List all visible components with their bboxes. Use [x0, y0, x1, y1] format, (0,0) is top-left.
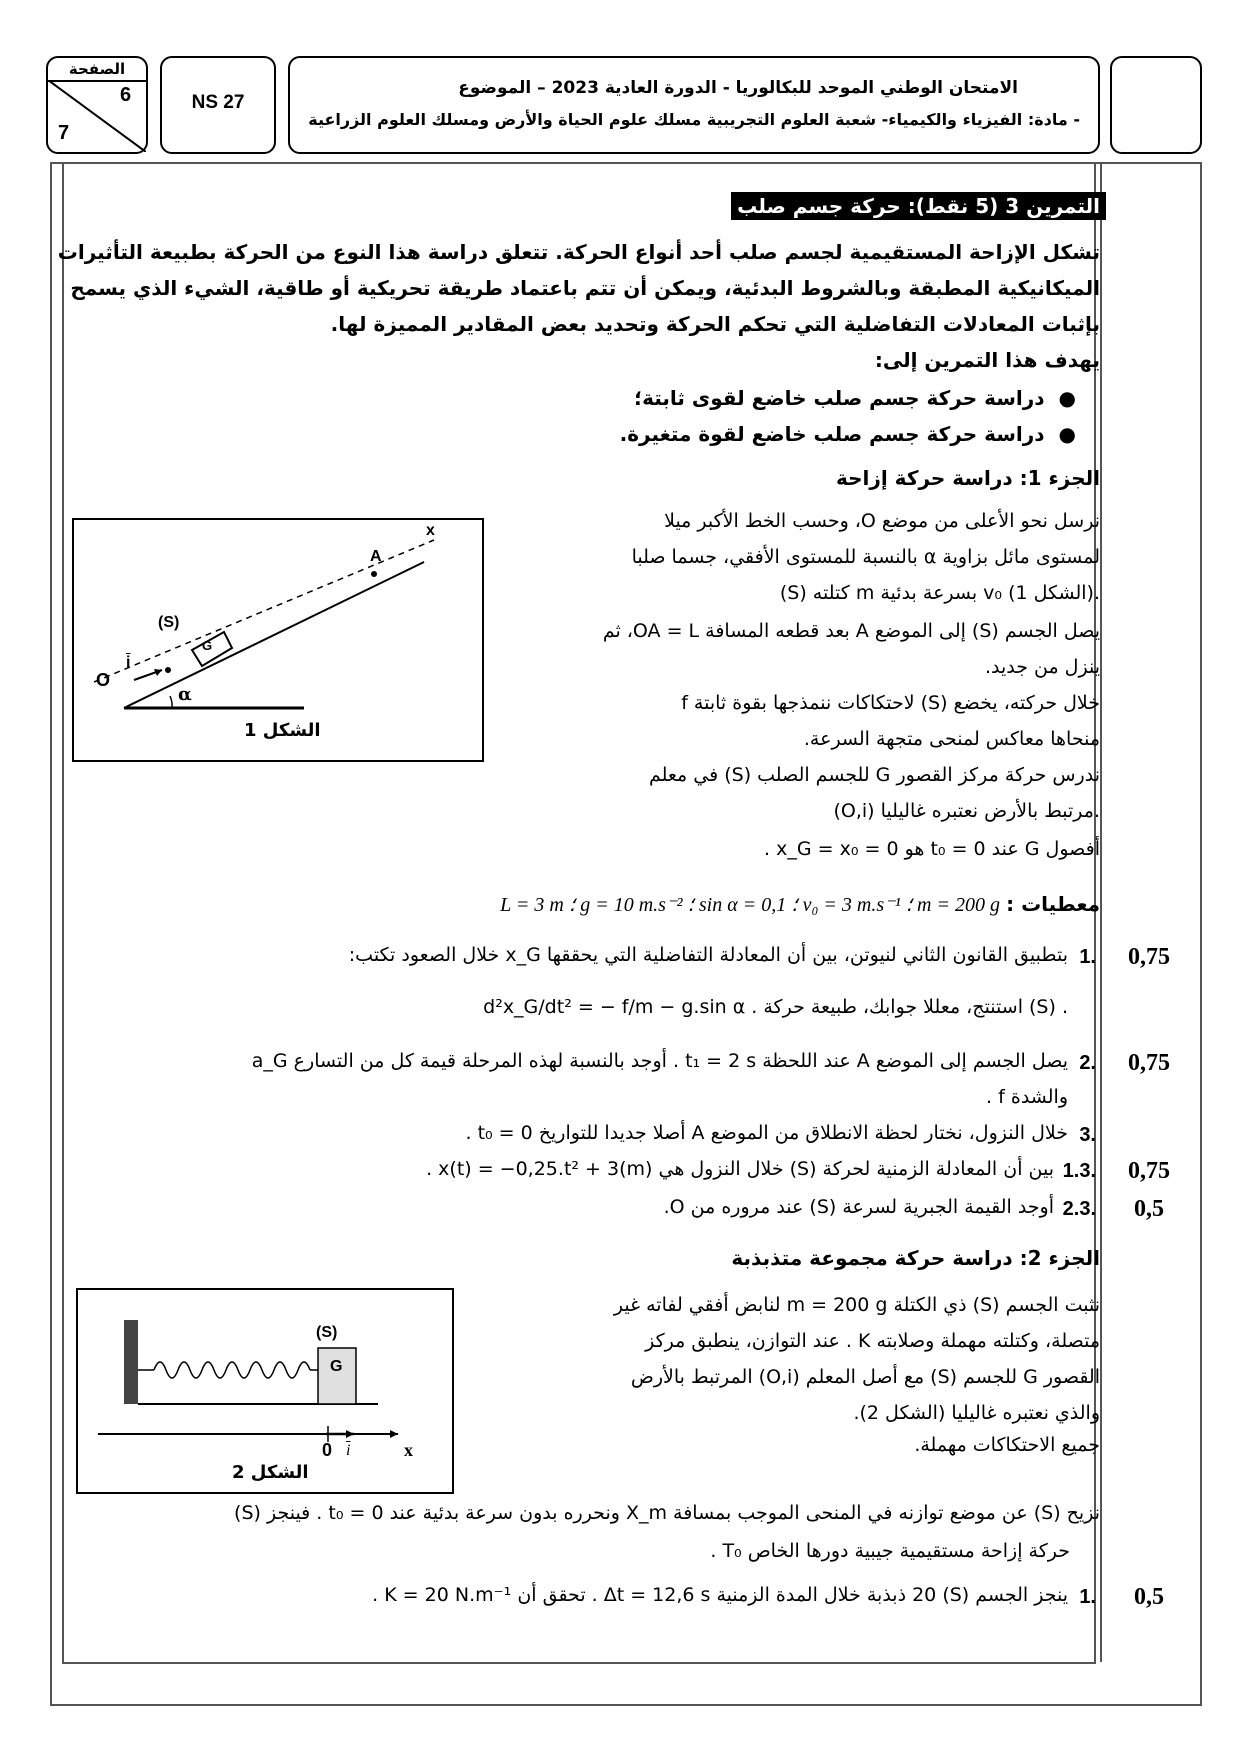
q2-line1: يصل الجسم إلى الموضع A عند اللحظة t₁ = 2 s . أوجد بالنسبة لهذه المرحلة قيمة كل من التسارع a_G	[251, 1050, 1068, 1072]
part2-text2-2: حركة إزاحة مستقيمية جيبية دورها الخاص T₀ .	[710, 1540, 1070, 1562]
part2-text-3: القصور G للجسم (S) مع أصل المعلم (O,i) المرتبط بالأرض	[630, 1366, 1100, 1388]
bullet-dot-2: ●	[1058, 422, 1076, 446]
fig2-label-O: 0	[322, 1440, 333, 1460]
exam-code-box	[160, 56, 276, 154]
part1-text-10: أفصول G عند t₀ = 0 هو x_G = x₀ = 0 .	[764, 838, 1100, 860]
q32-num: 2.3.	[1062, 1198, 1096, 1220]
exercise-title: التمرين 3 (5 نقط): حركة جسم صلب	[731, 192, 1106, 220]
part1-text-5: ينزل من جديد.	[984, 656, 1100, 678]
figure-2	[76, 1288, 454, 1494]
fig1-caption: الشكل 1	[244, 720, 321, 741]
fig1-label-O: O	[96, 670, 111, 690]
fig2-label-G: G	[330, 1358, 343, 1375]
part1-text-8: ندرس حركة مركز القصور G للجسم الصلب (S) في معلم	[648, 764, 1100, 786]
part1-text-2: لمستوى مائل بزاوية α بالنسبة للمستوى الأفقي، جسما صلبا	[631, 546, 1100, 568]
part1-text-3: (S) كتلته m بسرعة بدئية v₀ (الشكل 1).	[779, 582, 1100, 604]
page-total: 7	[58, 122, 70, 144]
bullet-2	[620, 422, 1076, 446]
empty-corner-box	[1110, 56, 1202, 154]
data-label: معطيات :	[1006, 892, 1100, 916]
part1-title: الجزء 1: دراسة حركة إزاحة	[835, 466, 1100, 490]
fig1-label-G: G	[202, 638, 213, 653]
q3-num: 3.	[1079, 1124, 1096, 1146]
data-values: L = 3 m ؛ g = 10 m.s⁻² ؛ sin α = 0,1 ؛ v₀ = 3 m.s⁻¹ ؛ m = 200 g	[500, 894, 1000, 916]
exam-title-line2: - مادة: الفيزياء والكيمياء- شعبة العلوم التجريبية مسلك علوم الحياة والأرض ومسلك العلوم الزراعية	[308, 110, 1080, 129]
q32-score: 0,5	[1134, 1196, 1164, 1222]
part1-text-4: يصل الجسم (S) إلى الموضع A بعد قطعه المسافة OA = L، ثم	[602, 620, 1100, 642]
bullet-text-2: دراسة حركة جسم صلب خاضع لقوة متغيرة.	[619, 422, 1045, 446]
q3-line1: خلال النزول، نختار لحظة الانطلاق من الموضع A أصلا جديدا للتواريخ t₀ = 0 .	[465, 1122, 1068, 1144]
fig2-label-x: x	[404, 1440, 413, 1460]
q31-line1: بين أن المعادلة الزمنية لحركة (S) خلال النزول هي x(t) = −0,25.t² + 3(m) .	[426, 1158, 1054, 1180]
q32-line1: أوجد القيمة الجبرية لسرعة (S) عند مروره من O.	[663, 1196, 1054, 1218]
fig1-label-alpha: α	[178, 684, 192, 705]
intro-line-3: بإثبات المعادلات التفاضلية التي تحكم الحركة وتحديد بعض المقادير المميزة لها.	[330, 312, 1100, 336]
fig2-label-S: (S)	[316, 1324, 338, 1341]
p2q1-score: 0,5	[1134, 1584, 1164, 1610]
bullet-dot-1: ●	[1058, 386, 1076, 410]
figure-1	[72, 518, 484, 762]
exam-code: NS 27	[191, 92, 245, 113]
bullet-1	[634, 386, 1076, 410]
q1-line1: بتطبيق القانون الثاني لنيوتن، بين أن المعادلة التفاضلية التي يحققها x_G خلال الصعود تكتب:	[348, 944, 1068, 966]
page-number-box	[46, 56, 148, 154]
exam-title-line1: الامتحان الوطني الموحد للبكالوريا - الدورة العادية 2023 – الموضوع	[458, 78, 1018, 98]
part2-title: الجزء 2: دراسة حركة مجموعة متذبذبة	[731, 1246, 1100, 1270]
page-label: الصفحة	[68, 60, 126, 78]
part2-text-4: والذي نعتبره غاليليا (الشكل 2).	[853, 1402, 1100, 1424]
q2-score: 0,75	[1128, 1050, 1170, 1076]
q1-line2: d²x_G/dt² = − f/m − g.sin α . استنتج، معللا جوابك، طبيعة حركة (S) .	[483, 996, 1068, 1018]
fig2-label-i: $\overline{i}$	[346, 1442, 351, 1459]
q2-line2: والشدة f .	[986, 1086, 1068, 1108]
part1-text-7: منحاها معاكس لمنحى متجهة السرعة.	[803, 728, 1100, 750]
q2-num: 2.	[1079, 1052, 1096, 1074]
part1-text-1: نرسل نحو الأعلى من موضع O، وحسب الخط الأكبر ميلا	[664, 510, 1100, 532]
fig2-caption: الشكل 2	[232, 1462, 309, 1483]
q31-num: 1.3.	[1062, 1160, 1096, 1182]
intro-line-4: يهدف هذا التمرين إلى:	[874, 348, 1100, 372]
page-number: 6	[120, 84, 132, 106]
part1-text-6: خلال حركته، يخضع (S) لاحتكاكات ننمذجها بقوة ثابتة f	[681, 692, 1100, 714]
fig1-label-S: (S)	[158, 614, 180, 631]
fig1-label-x: x	[426, 522, 435, 539]
exam-title-box	[288, 56, 1100, 154]
part1-text-9: (O,i) مرتبط بالأرض نعتبره غاليليا.	[833, 800, 1100, 822]
bullet-text-1: دراسة حركة جسم صلب خاضع لقوى ثابتة؛	[634, 386, 1045, 410]
score-column-divider	[1100, 162, 1102, 1662]
part2-text-5: جميع الاحتكاكات مهملة.	[914, 1434, 1100, 1456]
q31-score: 0,75	[1128, 1158, 1170, 1184]
q1-num: 1.	[1079, 946, 1096, 968]
intro-line-1: تشكل الإزاحة المستقيمية لجسم صلب أحد أنواع الحركة. تتعلق دراسة هذا النوع من الحركة بطبيعة التأثيرات	[57, 240, 1100, 264]
part2-text-1: نثبت الجسم (S) ذي الكتلة m = 200 g لنابض أفقي لفاته غير	[613, 1294, 1100, 1316]
fig1-label-A: A	[370, 548, 382, 565]
p2q1-num: 1.	[1079, 1586, 1096, 1608]
fig1-label-i: $\overline{i}$	[126, 654, 131, 671]
p2q1-line1: ينجز الجسم (S) 20 ذبذبة خلال المدة الزمنية Δt = 12,6 s . تحقق أن K = 20 N.m⁻¹ .	[372, 1584, 1068, 1606]
part2-text-2: متصلة، وكتلته مهملة وصلابته K . عند التوازن، ينطبق مركز	[645, 1330, 1100, 1352]
part2-text2-1: نزيح (S) عن موضع توازنه في المنحى الموجب بمسافة X_m ونحرره بدون سرعة بدئية عند t₀ = 0 . فينجز (S)	[234, 1502, 1100, 1524]
q1-score: 0,75	[1128, 944, 1170, 970]
intro-line-2: الميكانيكية المطبقة وبالشروط البدئية، ويمكن أن تتم باعتماد طريقة تحريكية أو طاقية، الشيء الذي يسمح	[70, 276, 1100, 300]
